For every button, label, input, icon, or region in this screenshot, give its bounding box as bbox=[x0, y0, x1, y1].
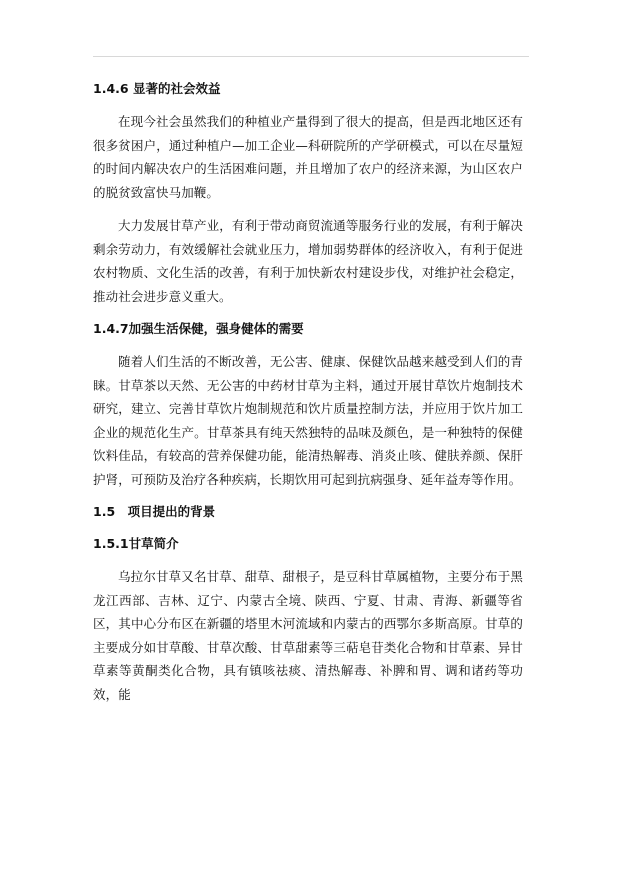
section-heading-social-benefit: 1.4.6 显著的社会效益 bbox=[93, 81, 221, 96]
paragraph: 乌拉尔甘草又名甘草、甜草、甜根子，是豆科甘草属植物，主要分布于黑龙江西部、吉林、辽宁、内蒙古全境、陕西、宁夏、甘肃、青海、新疆等省区，其中心分布区在新疆的塔里木河流域和内蒙古的西鄂尔多斯高原。甘草的主要成分如甘草酸、甘草次酸、甘草甜素等三萜皂苷类化合物和甘草素、异甘草素等黄酮类化合物，具有镇咳祛痰、清热解毒、补脾和胃、调和诸药等功效，能 bbox=[93, 569, 523, 702]
paragraph: 大力发展甘草产业，有利于带动商贸流通等服务行业的发展，有利于解决剩余劳动力，有效缓解社会就业压力，增加弱势群体的经济收入，有利于促进农村物质、文化生活的改善，有利于加快新农村建设步伐，对维护社会稳定，推动社会进步意义重大。 bbox=[93, 218, 523, 304]
section-heading-health-care: 1.4.7加强生活保健，强身健体的需要 bbox=[93, 321, 304, 336]
paragraph: 随着人们生活的不断改善，无公害、健康、保健饮品越来越受到人们的青睐。甘草茶以天然、无公害的中药材甘草为主料，通过开展甘草饮片炮制技术研究，建立、完善甘草饮片炮制规范和饮片质量控制方法，并应用于饮片加工企业的规范化生产。甘草茶具有纯天然独特的品味及颜色，是一种独特的保健饮料佳品，有较高的营养保健功能，能清热解毒、消炎止咳、健肤养颜、保肝护肾，可预防及治疗各种疾病，长期饮用可起到抗病强身、延年益寿等作用。 bbox=[93, 354, 523, 487]
section-heading-project-background: 1.5 项目提出的背景 bbox=[93, 504, 216, 519]
document-body bbox=[93, 78, 523, 716]
section-heading-licorice-intro: 1.5.1甘草简介 bbox=[93, 536, 179, 551]
paragraph: 在现今社会虽然我们的种植业产量得到了很大的提高，但是西北地区还有很多贫困户，通过种植户—加工企业—科研院所的产学研模式，可以在尽量短的时间内解决农户的生活困难问题，并且增加了农户的经济来源，为山区农户的脱贫致富快马加鞭。 bbox=[93, 114, 523, 200]
page-header-rule bbox=[93, 56, 529, 57]
